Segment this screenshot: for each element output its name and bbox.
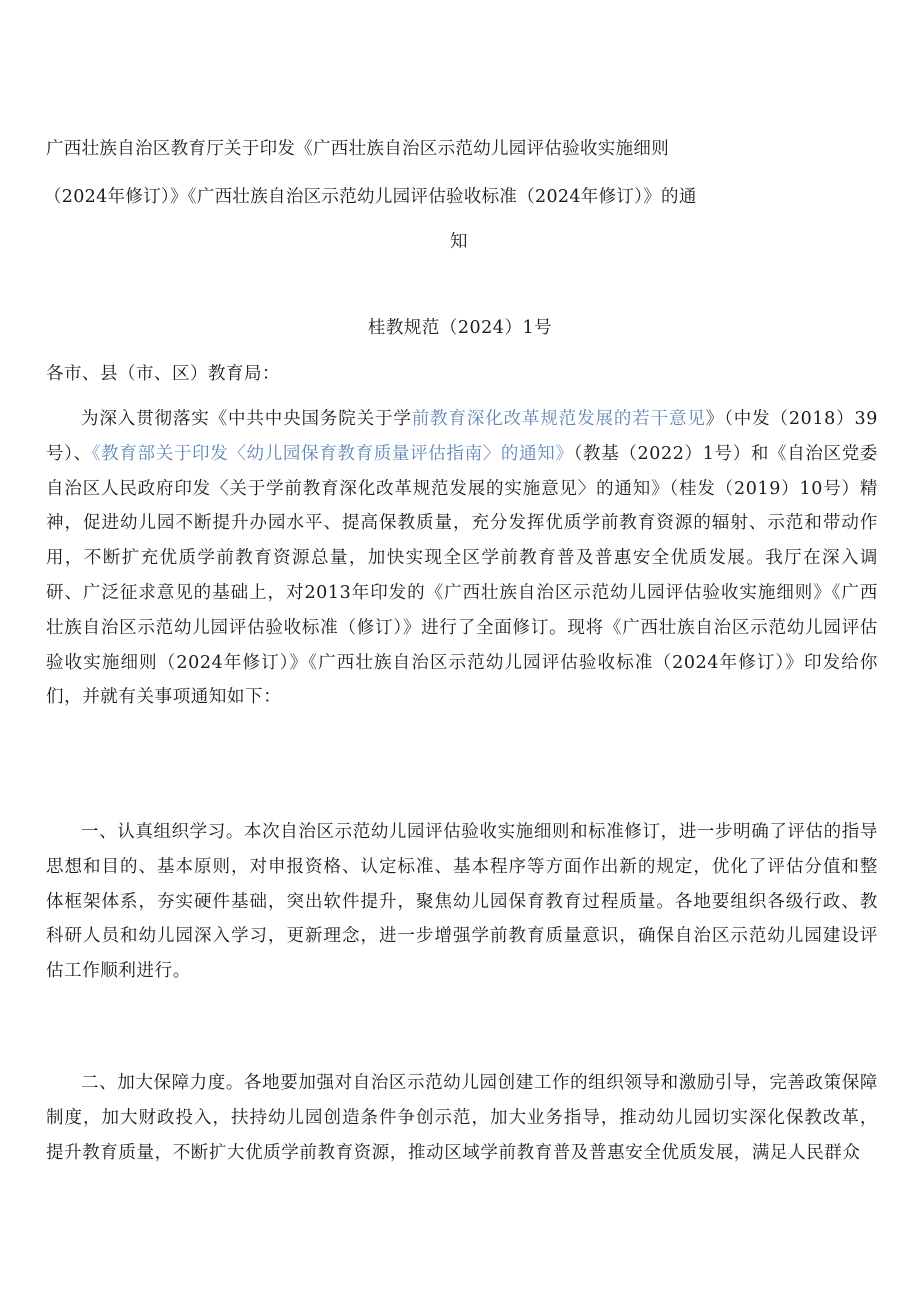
document-title-line-1: 广西壮族自治区教育厅关于印发《广西壮族自治区示范幼儿园评估验收实施细则: [46, 139, 669, 159]
paragraph-section-2: 二、加大保障力度。各地要加强对自治区示范幼儿园创建工作的组织领导和激励引导，完善政策保障制度，加大财政投入，扶持幼儿园创造条件争创示范，加大业务指导，推动幼儿园切实深化保教改革，提升教育质量，不断扩大优质学前教育资源，推动区域学前教育普及普惠安全优质发展，满足人民群众: [46, 1073, 878, 1163]
paragraph-intro-text-3: （教基（2022）1号）和《自治区党委自治区人民政府印发〈关于学前教育深化改革规范发展的实施意见〉的通知》（桂发（2019）10号）精神，促进幼儿园不断提升办园水平、提高保教质量，充分发挥优质学前教育资源的辐射、示范和带动作用，不断扩充优质学前教育资源总量，加快实现全区学前教育普及普惠安全优质发展。我厅在深入调研、广泛征求意见的基础上，对2013年印发的《广西壮族自治区示范幼儿园评估验收实施细则》《广西壮族自治区示范幼儿园评估验收标准（修订）》进行了全面修订。现将《广西壮族自治区示范幼儿园评估验收实施细则（2024年修订）》《广西壮族自治区示范幼儿园评估验收标准（2024年修订）》印发给你们，并就有关事项通知如下：: [46, 443, 878, 708]
paragraph-intro-text-2: 》（中发（2018）39号）、: [46, 409, 878, 464]
paragraph-section-1: 一、认真组织学习。本次自治区示范幼儿园评估验收实施细则和标准修订，进一步明确了评估的指导思想和目的、基本原则，对申报资格、认定标准、基本程序等方面作出新的规定，优化了评估分值和整体框架体系，夯实硬件基础，突出软件提升，聚焦幼儿园保育教育过程质量。各地要组织各级行政、教科研人员和幼儿园深入学习，更新理念，进一步增强学前教育质量意识，确保自治区示范幼儿园建设评估工作顺利进行。: [46, 822, 878, 982]
paragraph-intro: [46, 402, 878, 715]
policy-link-2[interactable]: 《教育部关于印发〈幼儿园保育教育质量评估指南〉的通知》: [91, 443, 574, 464]
policy-link-1[interactable]: 前教育深化改革规范发展的若干意见: [411, 409, 706, 429]
paragraph-intro-text-1: 为深入贯彻落实《中共中央国务院关于学: [81, 409, 412, 429]
document-title-line-2: （2024年修订）》《广西壮族自治区示范幼儿园评估验收标准（2024年修订）》的通: [44, 187, 697, 207]
document-title-line-3: 知: [450, 232, 468, 252]
document-number: 桂教规范（2024）1号: [367, 318, 553, 338]
salutation: 各市、县（市、区）教育局：: [46, 364, 280, 384]
